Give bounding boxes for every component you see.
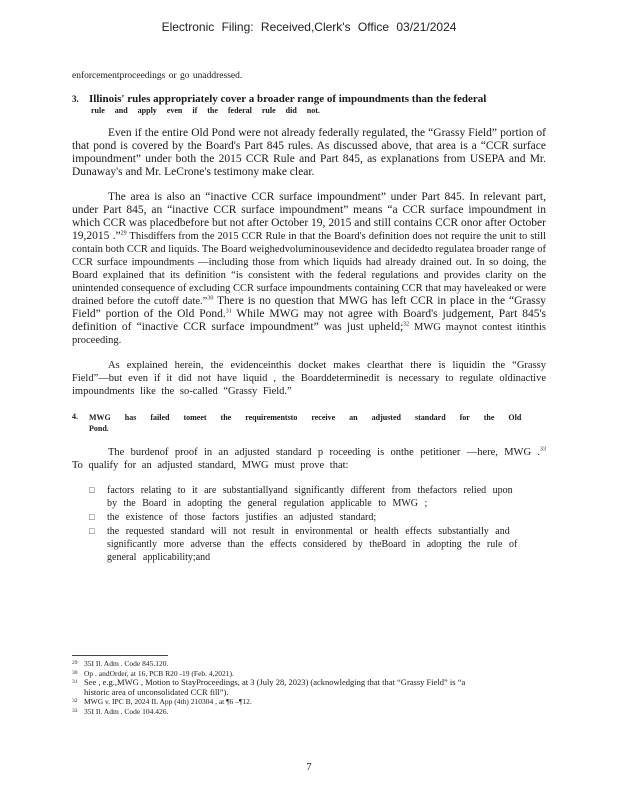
paragraph-2-part-b: Thisdiffers from the 2015 CCR Rule in that the Board's definition does not require the unit to still contain both CCR and liquids. The Board weighedvoluminousevidence and decidedto regulatea broader range of CCR surface impoundments —including those from which liquids had already drained out. In so doing, the Board explained that its definition “is consistent with the federal regulations and provides clarity on the unintended consequence of excluding CCR surface impoundments containing CCR that may haveleaked or were drained before the cutoff date.” bbox=[72, 231, 546, 307]
list-item bbox=[72, 525, 546, 564]
footnote-text: MWG v. IPC B, 2024 IL App (4th) 210304 , at ¶6 –¶12. bbox=[84, 697, 252, 706]
paragraph-2-part-c: There is no question that MWG has left CCR in place in the “Grassy Field” portion of the Old Pond. bbox=[72, 295, 547, 320]
list-item-text: the requested standard will not result in environmental or health effects substantially and significantly more adverse than the effects considered by theBoard in adopting the rule of general applicability;and bbox=[107, 526, 518, 563]
section-3-heading bbox=[72, 93, 546, 115]
lead-line: enforcementproceedings or go unaddressed. bbox=[72, 71, 243, 81]
checkbox-glyph-icon: □ bbox=[89, 526, 95, 536]
document-body bbox=[72, 70, 546, 576]
footnote-number: 29 bbox=[72, 660, 78, 666]
footnote-number: 31 bbox=[72, 679, 78, 685]
paragraph-2-part-a: The area is also an “inactive CCR surface impoundment” under Part 845. In relevant part, under Part 845, an “inactive CCR surface impoundment” means “a CCR surface impoundment in which CCR was placedbefore but not after October 19, 2015 and still contains CCR onor after October 19,2015 .” bbox=[72, 191, 546, 242]
paragraph-4-part-b: To qualify for an adjusted standard, MWG must prove that: bbox=[72, 460, 349, 471]
section-3-title: Illinois' rules appropriately cover a broader range of impoundments than the federal bbox=[89, 93, 487, 105]
footnote bbox=[72, 678, 546, 697]
page-number: 7 bbox=[306, 762, 312, 773]
footnote-ref-32: 32 bbox=[403, 321, 410, 328]
requirements-list bbox=[72, 484, 546, 564]
footnote bbox=[72, 697, 546, 707]
paragraph-4-part-a: The burdenof proof in an adjusted standard p roceeding is onthe petitioner —here, MWG . bbox=[108, 447, 540, 458]
footnote-text: 35I Il. Adm . Code 104.426. bbox=[84, 706, 169, 716]
footnote-text-continued: historic area of unconsolidated CCR fill”). bbox=[84, 686, 229, 697]
checkbox-glyph-icon: □ bbox=[89, 485, 95, 495]
paragraph-1: Even if the entire Old Pond were not already federally regulated, the “Grassy Field” portion of that pond is covered by the Board's Part 845 rules. As discussed above, that area is a “CCR surface impoundment” under both the 2015 CCR Rule and Part 845, as explanations from USEPA and Mr. Dunaway's and Mr. LeCrone's testimony make clear. bbox=[72, 127, 546, 178]
section-3-number: 3. bbox=[72, 94, 79, 104]
footnote-divider bbox=[72, 655, 168, 656]
footnotes bbox=[72, 659, 546, 716]
list-item-text: factors relating to it are substantiallyand significantly different from thefactors relied upon by the Board in adopting the general regulation applicable to MWG ; bbox=[107, 485, 513, 509]
footnote-number: 33 bbox=[72, 707, 78, 714]
section-4-title: MWG has failed tomeet the requirementsto receive an adjusted standard for the Old Pond. bbox=[89, 413, 522, 433]
footnote-text: 35I Il. Adm . Code 845.120. bbox=[84, 659, 169, 668]
footnote-ref-30: 30 bbox=[207, 295, 214, 302]
paragraph-2-part-e: MWG maynot contest itinthis proceeding. bbox=[72, 322, 546, 346]
section-3-subtitle: rule and apply even if the federal rule did not. bbox=[91, 106, 320, 115]
efiling-header: Electronic Filing: Received,Clerk's Office 03/21/2024 bbox=[161, 20, 457, 34]
footnote-ref-33: 33 bbox=[540, 446, 546, 453]
footnote-ref-29: 29 bbox=[120, 230, 127, 237]
footnote-text: See , e.g.,MWG , Motion to StayProceedings, at 3 (July 28, 2023) (acknowledging that that “Grassy Field” is “a bbox=[84, 677, 466, 687]
paragraph-2-part-d: While MWG may not agree with Board's judgement, Part 845's definition of “inactive CCR surface impoundment” was just upheld; bbox=[72, 308, 546, 333]
footnote-number: 32 bbox=[72, 698, 78, 704]
paragraph-2 bbox=[72, 191, 546, 347]
footnote bbox=[72, 707, 546, 717]
paragraph-3: As explained herein, the evidenceinthis docket makes clearthat there is liquidin the “Grassy Field”—but even if it did not have liquid , the Boarddeterminedit is necessary to regulate oldinactive impoundments like the so-called “Grassy Field.” bbox=[72, 360, 546, 397]
checkbox-glyph-icon: □ bbox=[89, 512, 95, 522]
list-item bbox=[72, 484, 546, 510]
list-item-text: the existence of those factors justifies an adjusted standard; bbox=[107, 512, 377, 523]
section-4-heading bbox=[72, 412, 546, 434]
section-4-number: 4. bbox=[72, 412, 78, 421]
footnote-ref-31: 31 bbox=[225, 308, 232, 315]
footnote bbox=[72, 659, 546, 669]
paragraph-4 bbox=[72, 446, 546, 472]
list-item bbox=[72, 511, 546, 524]
footnote-text: Op . andOrder, at 16, PCB R20 -19 (Feb. 4,2021). bbox=[84, 668, 234, 678]
footnote-number: 30 bbox=[72, 669, 78, 676]
